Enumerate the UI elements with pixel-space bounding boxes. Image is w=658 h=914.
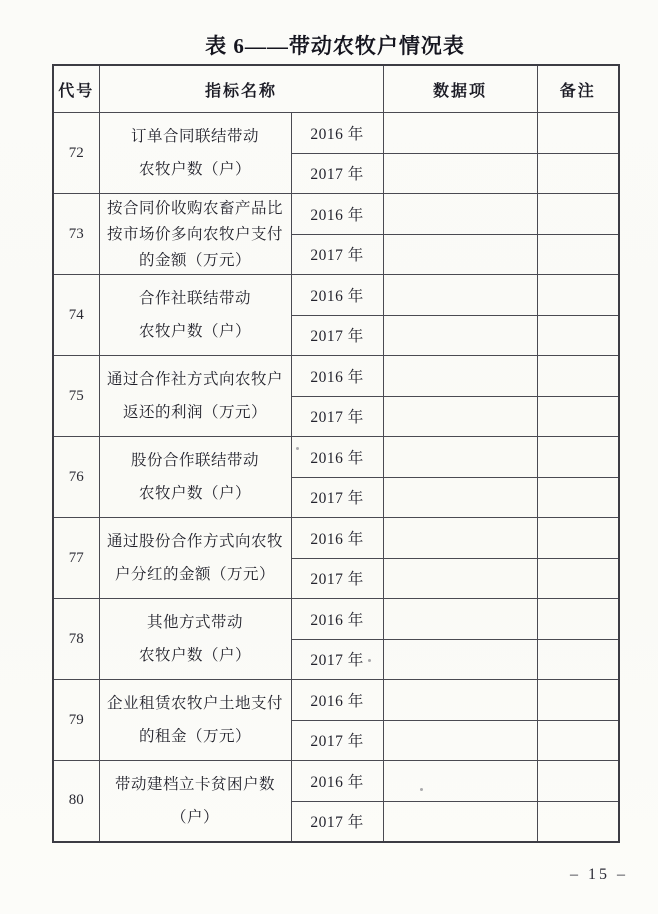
year-cell: 2017 年 xyxy=(291,558,383,599)
data-item-cell xyxy=(383,234,537,275)
data-item-cell xyxy=(383,356,537,397)
indicator-line: 按市场价多向农牧户支付 xyxy=(106,225,283,243)
remark-cell xyxy=(537,275,619,316)
remark-cell xyxy=(537,315,619,356)
indicator-line: 按合同价收购农畜产品比 xyxy=(106,199,283,217)
year-cell: 2016 年 xyxy=(291,275,383,316)
year-cell: 2017 年 xyxy=(291,639,383,680)
data-item-cell xyxy=(383,720,537,761)
table-row xyxy=(53,113,619,154)
year-cell: 2017 年 xyxy=(291,153,383,194)
code-cell: 73 xyxy=(53,194,99,275)
table-row xyxy=(53,599,619,640)
remark-cell xyxy=(537,477,619,518)
data-item-cell xyxy=(383,275,537,316)
year-cell: 2017 年 xyxy=(291,396,383,437)
remark-cell xyxy=(537,720,619,761)
remark-cell xyxy=(537,680,619,721)
indicator-line: 农牧户数（户） xyxy=(138,485,251,502)
data-item-cell xyxy=(383,639,537,680)
table-row xyxy=(53,356,619,397)
year-cell: 2016 年 xyxy=(291,437,383,478)
indicator-line: 返还的利润（万元） xyxy=(122,404,267,421)
year-cell: 2016 年 xyxy=(291,113,383,154)
code-cell: 74 xyxy=(53,275,99,356)
indicator-lines xyxy=(100,612,291,666)
code-cell: 80 xyxy=(53,761,99,842)
indicator-lines xyxy=(100,774,291,828)
remark-cell xyxy=(537,518,619,559)
table-row xyxy=(53,194,619,235)
data-item-cell xyxy=(383,396,537,437)
table-row xyxy=(53,761,619,802)
table-row xyxy=(53,518,619,559)
indicator-line: 其他方式带动 xyxy=(146,614,243,631)
year-cell: 2016 年 xyxy=(291,599,383,640)
indicator-line: 通过股份合作方式向农牧 xyxy=(106,533,283,550)
indicator-lines xyxy=(100,198,291,271)
remark-cell xyxy=(537,396,619,437)
remark-cell xyxy=(537,356,619,397)
table-row xyxy=(53,275,619,316)
indicator-cell xyxy=(99,518,291,599)
remark-cell xyxy=(537,801,619,842)
header-indicator: 指标名称 xyxy=(99,65,383,113)
data-item-cell xyxy=(383,194,537,235)
year-cell: 2016 年 xyxy=(291,680,383,721)
data-item-cell xyxy=(383,761,537,802)
indicator-line: 通过合作社方式向农牧户 xyxy=(106,371,283,388)
remark-cell xyxy=(537,234,619,275)
scan-speck xyxy=(420,788,423,791)
remark-cell xyxy=(537,194,619,235)
indicator-cell xyxy=(99,761,291,842)
indicator-line: 农牧户数（户） xyxy=(138,647,251,664)
driven-households-table xyxy=(52,64,620,843)
indicator-lines xyxy=(100,369,291,423)
data-item-cell xyxy=(383,477,537,518)
year-cell: 2017 年 xyxy=(291,801,383,842)
header-data-item: 数据项 xyxy=(383,65,537,113)
header-remark: 备注 xyxy=(537,65,619,113)
data-item-cell xyxy=(383,518,537,559)
code-cell: 77 xyxy=(53,518,99,599)
page-title: 表 6——带动农牧户情况表 xyxy=(205,34,465,58)
code-cell: 79 xyxy=(53,680,99,761)
remark-cell xyxy=(537,558,619,599)
remark-cell xyxy=(537,113,619,154)
indicator-lines xyxy=(100,288,291,342)
data-item-cell xyxy=(383,801,537,842)
remark-cell xyxy=(537,639,619,680)
indicator-lines xyxy=(100,693,291,747)
data-item-cell xyxy=(383,437,537,478)
indicator-line: （户） xyxy=(170,808,219,826)
indicator-line: 带动建档立卡贫困户数 xyxy=(114,775,275,793)
indicator-lines xyxy=(100,531,291,585)
year-cell: 2016 年 xyxy=(291,194,383,235)
indicator-line: 的租金（万元） xyxy=(138,728,251,745)
code-cell: 76 xyxy=(53,437,99,518)
indicator-line: 企业租赁农牧户土地支付 xyxy=(106,695,283,712)
indicator-cell xyxy=(99,275,291,356)
indicator-line: 农牧户数（户） xyxy=(138,323,251,340)
data-item-cell xyxy=(383,315,537,356)
code-cell: 75 xyxy=(53,356,99,437)
year-cell: 2016 年 xyxy=(291,518,383,559)
remark-cell xyxy=(537,153,619,194)
data-item-cell xyxy=(383,113,537,154)
indicator-line: 的金额（万元） xyxy=(138,251,251,269)
indicator-line: 户分红的金额（万元） xyxy=(114,566,275,583)
indicator-cell xyxy=(99,113,291,194)
indicator-cell xyxy=(99,194,291,275)
remark-cell xyxy=(537,599,619,640)
indicator-cell xyxy=(99,680,291,761)
code-cell: 72 xyxy=(53,113,99,194)
indicator-cell xyxy=(99,356,291,437)
scan-speck xyxy=(296,447,299,450)
indicator-line: 订单合同联结带动 xyxy=(130,128,259,145)
data-item-cell xyxy=(383,680,537,721)
year-cell: 2017 年 xyxy=(291,477,383,518)
page-number: – 15 – xyxy=(570,866,628,883)
table-row xyxy=(53,437,619,478)
year-cell: 2016 年 xyxy=(291,761,383,802)
year-cell: 2016 年 xyxy=(291,356,383,397)
code-cell: 78 xyxy=(53,599,99,680)
indicator-line: 农牧户数（户） xyxy=(138,161,251,178)
indicator-cell xyxy=(99,599,291,680)
remark-cell xyxy=(537,437,619,478)
year-cell: 2017 年 xyxy=(291,315,383,356)
indicator-line: 合作社联结带动 xyxy=(138,290,251,307)
year-cell: 2017 年 xyxy=(291,234,383,275)
indicator-lines xyxy=(100,450,291,504)
header-code: 代号 xyxy=(53,65,99,113)
header-row xyxy=(53,65,619,113)
indicator-lines xyxy=(100,126,291,180)
indicator-line: 股份合作联结带动 xyxy=(130,452,259,469)
remark-cell xyxy=(537,761,619,802)
indicator-cell xyxy=(99,437,291,518)
year-cell: 2017 年 xyxy=(291,720,383,761)
scan-speck xyxy=(368,659,371,662)
table-row xyxy=(53,680,619,721)
data-item-cell xyxy=(383,153,537,194)
data-item-cell xyxy=(383,558,537,599)
data-item-cell xyxy=(383,599,537,640)
